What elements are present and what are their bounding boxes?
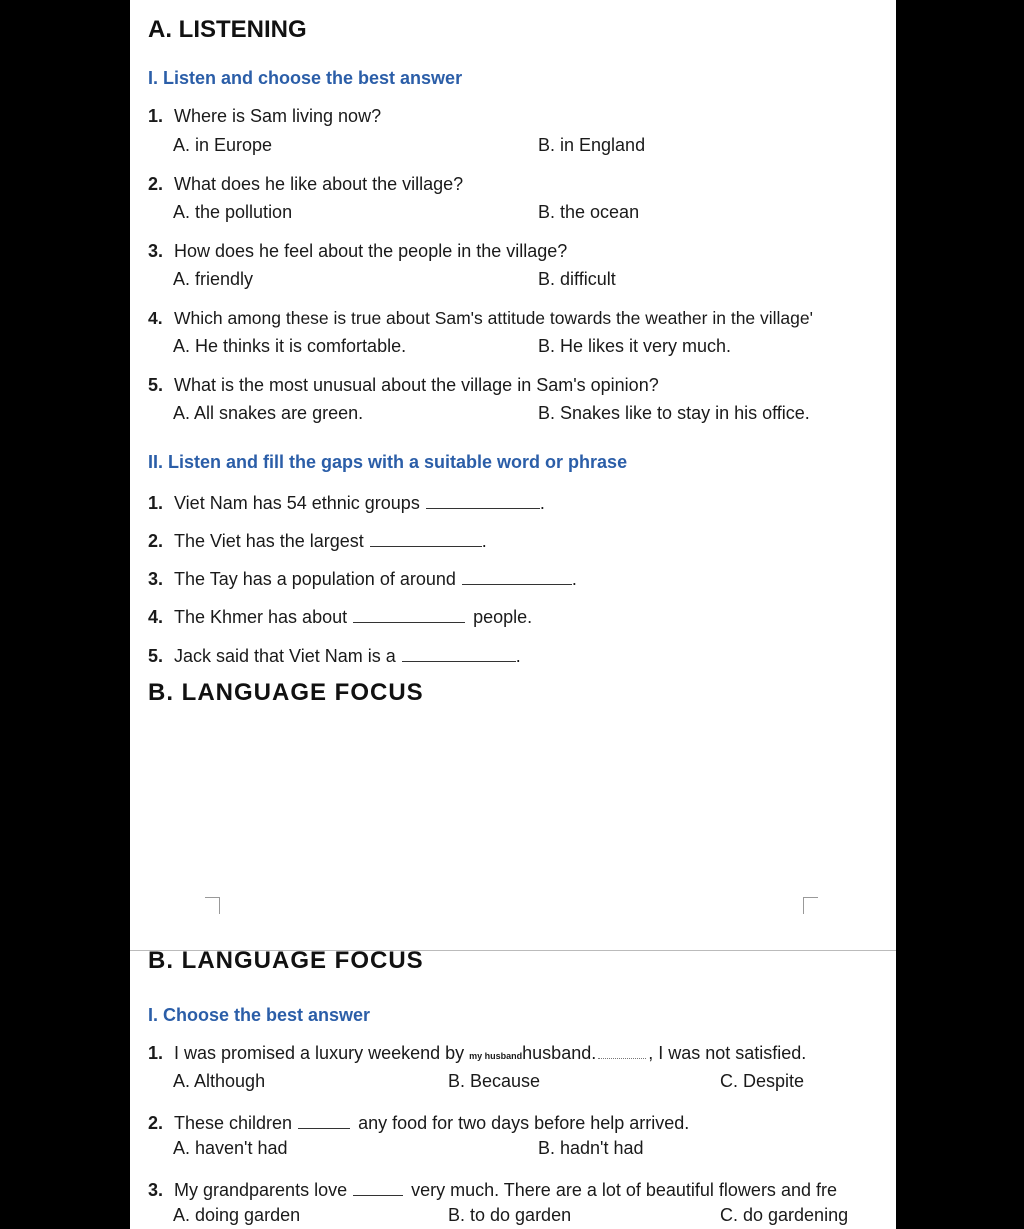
option-b: B. Because xyxy=(448,1071,541,1091)
option-b: B. the ocean xyxy=(538,202,640,222)
option-b: B. difficult xyxy=(538,269,616,289)
section-b-title-top-cut: B. LANGUAGE FOCUS xyxy=(148,679,424,706)
option-a: A. He thinks it is comfortable. xyxy=(173,336,407,356)
option-a: A. friendly xyxy=(173,269,254,289)
section-b-part-1-title: I. Choose the best answer xyxy=(148,1005,371,1025)
option-a: A. Although xyxy=(173,1071,266,1091)
question-1: 1. Where is Sam living now? xyxy=(148,106,382,126)
answer-blank[interactable] xyxy=(402,643,516,662)
option-a: A. haven't had xyxy=(173,1138,288,1158)
answer-blank[interactable] xyxy=(370,528,482,547)
gap-item-3: 3. The Tay has a population of around . xyxy=(148,566,577,590)
question-4: 4. Which among these is true about Sam's attitude towards the weather in the village' xyxy=(148,308,813,328)
answer-blank[interactable] xyxy=(353,604,465,623)
question-5: 5. What is the most unusual about the village in Sam's opinion? xyxy=(148,375,659,395)
option-b: B. to do garden xyxy=(448,1205,572,1225)
answer-blank[interactable] xyxy=(298,1110,350,1129)
option-a: A. the pollution xyxy=(173,202,293,222)
gap-item-4: 4. The Khmer has about people. xyxy=(148,604,532,628)
option-c: C. Despite xyxy=(720,1071,805,1091)
option-a: A. in Europe xyxy=(173,135,273,155)
gap-item-5: 5. Jack said that Viet Nam is a . xyxy=(148,643,521,667)
answer-blank[interactable] xyxy=(598,1046,646,1059)
grammar-question-1: 1. I was promised a luxury weekend by my husbandhusband. , I was not satisfied. xyxy=(148,1043,807,1063)
answer-blank[interactable] xyxy=(462,566,572,585)
overlapping-text: my husband xyxy=(469,1051,523,1061)
question-2: 2. What does he like about the village? xyxy=(148,174,464,194)
option-c: C. do gardening xyxy=(720,1205,849,1225)
grammar-question-3: 3. My grandparents love very much. There are a lot of beautiful flowers and fre xyxy=(148,1177,837,1201)
option-b: B. hadn't had xyxy=(538,1138,644,1158)
section-a-title: A. LISTENING xyxy=(148,16,307,43)
option-a: A. All snakes are green. xyxy=(173,403,364,423)
page-corner-mark xyxy=(205,897,220,914)
option-b: B. in England xyxy=(538,135,646,155)
part-2-title: II. Listen and fill the gaps with a suitable word or phrase xyxy=(148,452,628,472)
option-b: B. He likes it very much. xyxy=(538,336,732,356)
option-b: B. Snakes like to stay in his office. xyxy=(538,403,810,423)
gap-item-1: 1. Viet Nam has 54 ethnic groups . xyxy=(148,490,545,514)
page-corner-mark xyxy=(803,897,818,914)
gap-item-2: 2. The Viet has the largest . xyxy=(148,528,487,552)
part-1-title: I. Listen and choose the best answer xyxy=(148,68,463,88)
question-3: 3. How does he feel about the people in the village? xyxy=(148,241,568,261)
grammar-question-2: 2. These children any food for two days before help arrived. xyxy=(148,1110,689,1134)
answer-blank[interactable] xyxy=(426,490,540,509)
worksheet-page xyxy=(130,0,896,1229)
section-b-title-bottom-cut: B. LANGUAGE FOCUS xyxy=(148,947,424,974)
option-a: A. doing garden xyxy=(173,1205,301,1225)
answer-blank[interactable] xyxy=(353,1177,403,1196)
